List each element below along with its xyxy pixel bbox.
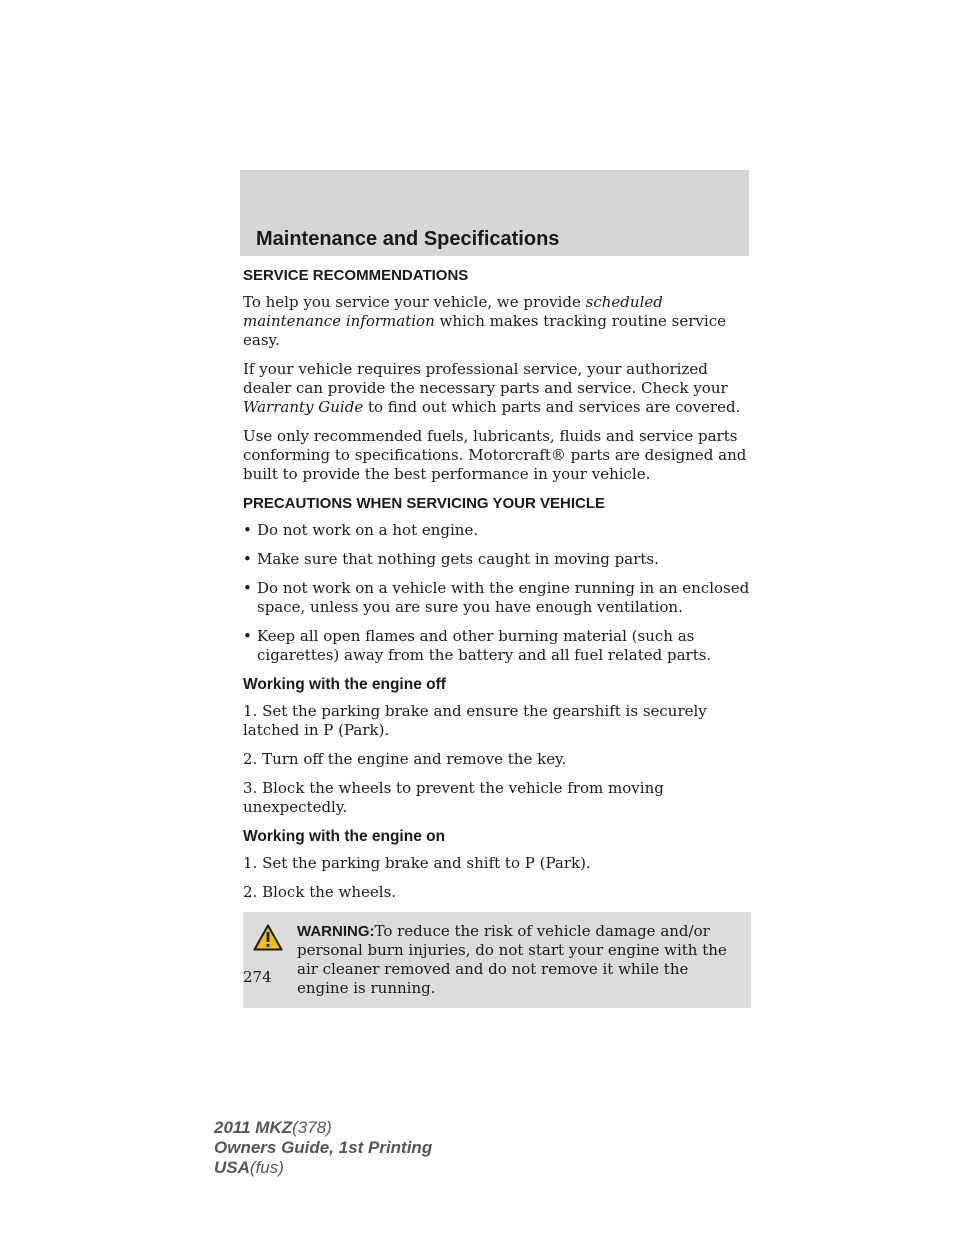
- list-item: • Make sure that nothing gets caught in moving parts.: [243, 550, 659, 568]
- warranty-guide-ref: Warranty Guide: [243, 398, 364, 416]
- step-engine-off-3: 3. Block the wheels to prevent the vehicle from moving unexpectedly.: [243, 779, 664, 816]
- heading-service-recommendations: SERVICE RECOMMENDATIONS: [243, 267, 469, 284]
- page-content: [243, 266, 751, 1008]
- bullet-icon: •: [243, 521, 252, 539]
- heading-precautions: PRECAUTIONS WHEN SERVICING YOUR VEHICLE: [243, 495, 605, 512]
- step-engine-off-1: 1. Set the parking brake and ensure the gearshift is securely latched in P (Park).: [243, 702, 707, 739]
- warning-triangle-icon: [253, 924, 283, 951]
- section-title: Maintenance and Specifications: [256, 228, 560, 250]
- bullet-icon: •: [243, 627, 252, 645]
- page-number: 274: [243, 968, 272, 986]
- footer-line-printing: Owners Guide, 1st Printing: [214, 1138, 433, 1157]
- heading-engine-off: Working with the engine off: [243, 676, 446, 693]
- heading-engine-on: Working with the engine on: [243, 828, 446, 845]
- footer-line-model: 2011 MKZ(378): [214, 1118, 332, 1137]
- step-engine-on-1: 1. Set the parking brake and shift to P (Park).: [243, 854, 591, 872]
- footer-line-region: USA(fus): [214, 1158, 284, 1177]
- step-engine-on-2: 2. Block the wheels.: [243, 883, 397, 901]
- paragraph-dealer: If your vehicle requires professional service, your authorized dealer can provide the necessary parts and service. Check your Warranty Guide to find out which parts and services are covered.: [243, 360, 741, 416]
- precautions-list: [243, 521, 751, 665]
- warning-box: [243, 912, 751, 1008]
- link-scheduled-maintenance: scheduled maintenance information: [243, 293, 663, 330]
- list-item: • Do not work on a vehicle with the engine running in an enclosed space, unless you are sure you have enough ventilation.: [243, 579, 750, 616]
- paragraph-parts: Use only recommended fuels, lubricants, fluids and service parts conforming to specifications. Motorcraft® parts are designed and built to provide the best performance in your vehicle.: [243, 427, 747, 483]
- warning-label: WARNING:: [297, 923, 375, 940]
- print-footer: [214, 1118, 432, 1178]
- paragraph-intro: To help you service your vehicle, we provide scheduled maintenance information which makes tracking routine service easy.: [243, 293, 726, 349]
- bullet-icon: •: [243, 550, 252, 568]
- list-item: • Do not work on a hot engine.: [243, 521, 479, 539]
- bullet-icon: •: [243, 579, 252, 597]
- step-engine-off-2: 2. Turn off the engine and remove the key.: [243, 750, 567, 768]
- warning-text: WARNING:To reduce the risk of vehicle damage and/or personal burn injuries, do not start your engine with the air cleaner removed and do not remove it while the engine is running.: [297, 922, 727, 997]
- list-item: • Keep all open flames and other burning material (such as cigarettes) away from the battery and all fuel related parts.: [243, 627, 712, 664]
